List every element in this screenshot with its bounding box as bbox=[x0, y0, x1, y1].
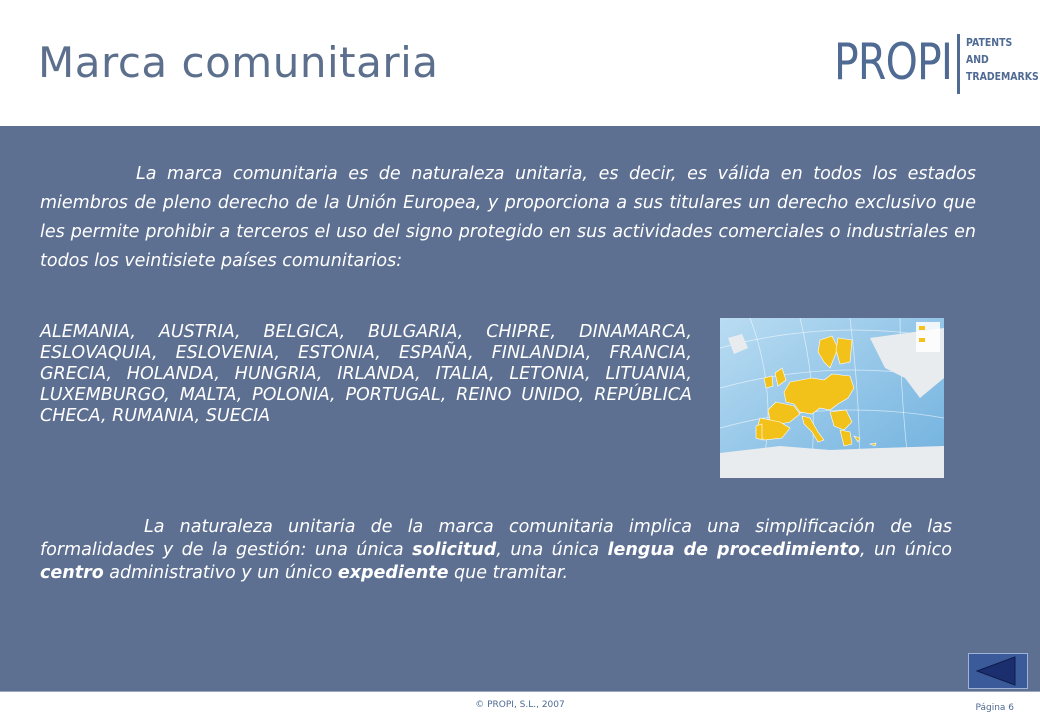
logo-divider bbox=[957, 34, 960, 94]
closing-text-3: , un único bbox=[859, 540, 952, 560]
page-number: Página 6 bbox=[975, 703, 1014, 713]
logo-subtitle bbox=[966, 34, 1040, 85]
logo-line-3: TRADEMARKS bbox=[966, 70, 1039, 83]
closing-text-4: administrativo y un único bbox=[103, 563, 338, 583]
closing-bold-expediente: expediente bbox=[337, 563, 449, 583]
slide-header bbox=[0, 0, 1040, 126]
intro-paragraph: La marca comunitaria es de naturaleza unitaria, es decir, es válida en todos los estados miembros de pleno derecho de la Unión Europea, y proporciona a sus titulares un derecho exclusivo que les permite prohibir a terceros el uso del signo protegido en sus actividades comerciales o industriales en todos los veintisiete países comunitarios: bbox=[40, 164, 976, 271]
closing-paragraph bbox=[40, 516, 952, 585]
eu-map-image bbox=[720, 318, 944, 478]
closing-text-5: que tramitar. bbox=[448, 563, 569, 583]
back-button[interactable] bbox=[968, 653, 1028, 689]
footer-divider bbox=[0, 691, 1040, 692]
eu-map-icon bbox=[720, 318, 944, 478]
page-title: Marca comunitaria bbox=[38, 38, 439, 87]
logo-line-2: AND bbox=[966, 53, 989, 66]
closing-bold-lengua: lengua de procedimiento bbox=[607, 540, 860, 560]
propi-logo bbox=[834, 30, 1039, 100]
closing-bold-centro: centro bbox=[40, 563, 104, 583]
closing-bold-solicitud: solicitud bbox=[412, 540, 497, 560]
logo-line-1: PATENTS bbox=[966, 36, 1013, 49]
closing-text-1: La naturaleza unitaria de la marca comunitaria implica una simplificación de las formalidades y de la gestión: una única bbox=[40, 517, 952, 560]
countries-list: ALEMANIA, AUSTRIA, BELGICA, BULGARIA, CHIPRE, DINAMARCA, ESLOVAQUIA, ESLOVENIA, ESTONIA, ESPAÑA, FINLANDIA, FRANCIA, GRECIA, HOLANDA, HUNGRIA, IRLANDA, ITALIA, LETONIA, LITUANIA, LUXEMBURGO, MALTA, POLONIA, PORTUGAL, REINO UNIDO, REPÚBLICA CHECA, RUMANIA, SUECIA bbox=[40, 322, 692, 426]
closing-text-2: , una única bbox=[496, 540, 608, 560]
copyright-text: © PROPI, S.L., 2007 bbox=[475, 700, 565, 710]
logo-main-text: PROPI bbox=[834, 33, 953, 91]
back-arrow-icon bbox=[969, 654, 1027, 688]
